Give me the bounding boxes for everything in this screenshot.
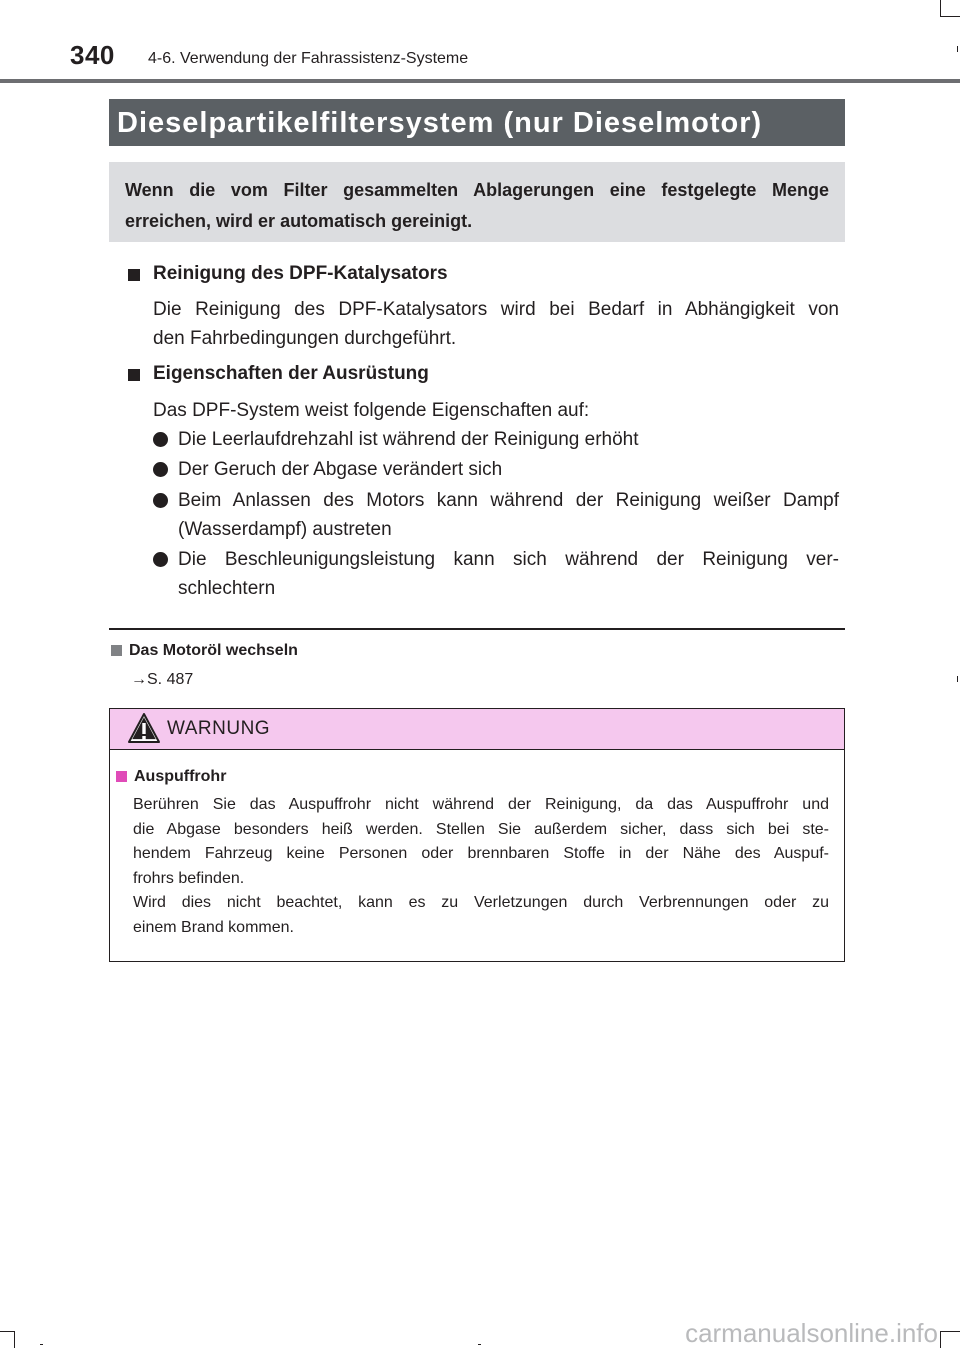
warning-line: die Abgase besonders heiß werden. Stellen Sie außerdem sicher, dass sich bei ste- (133, 820, 829, 838)
crop-mark (940, 1331, 960, 1332)
crop-mark (478, 1344, 481, 1345)
bullet-dot-icon (153, 432, 168, 447)
intro-text: Das DPF-System weist folgende Eigenschaften auf: (153, 400, 590, 421)
warning-label: WARNUNG (167, 718, 271, 739)
square-bullet-icon (111, 645, 122, 656)
heading-equipment-properties: Eigenschaften der Ausrüstung (153, 363, 429, 384)
bullet-dot-icon (153, 493, 168, 508)
crop-mark (940, 1331, 941, 1348)
crop-mark (0, 1331, 14, 1332)
running-header: 4-6. Verwendung der Fahrassistenz-Systeme (148, 50, 469, 67)
section-title: Dieselpartikelfiltersystem (nur Dieselmotor) (117, 107, 763, 139)
warning-line: hendem Fahrzeug keine Personen oder brennbaren Stoffe in der Nähe des Auspuf- (133, 845, 829, 862)
bullet-item: Die Beschleunigungsleistung kann sich während der Reinigung ver- (178, 549, 839, 570)
crop-mark (940, 16, 960, 17)
bullet-dot-icon (153, 462, 168, 477)
crop-mark (40, 1344, 43, 1345)
text-line: den Fahrbedingungen durchgeführt. (153, 328, 457, 349)
watermark: carmanualsonline.info (685, 1318, 938, 1348)
page-number: 340 (70, 40, 115, 70)
bullet-item-continued: (Wasserdampf) austreten (178, 519, 392, 540)
crop-mark (957, 46, 958, 52)
heading-dpf-cleaning: Reinigung des DPF-Katalysators (153, 263, 448, 284)
warning-line: Wird dies nicht beachtet, kann es zu Verletzungen durch Verbrennungen oder zu (133, 894, 829, 911)
crop-mark (957, 676, 958, 682)
crop-mark (940, 0, 941, 16)
bullet-dot-icon (153, 552, 168, 567)
warning-line: Berühren Sie das Auspuffrohr nicht während der Reinigung, da das Auspuffrohr und (133, 796, 829, 813)
crop-mark (14, 1331, 15, 1348)
section-divider (109, 628, 845, 630)
warning-line: frohrs befinden. (133, 869, 245, 887)
bullet-item: Der Geruch der Abgase verändert sich (178, 459, 503, 480)
warning-heading: Auspuffrohr (134, 768, 227, 785)
square-bullet-icon (116, 771, 127, 782)
warning-line: einem Brand kommen. (133, 918, 294, 936)
warning-triangle-icon (127, 712, 161, 744)
bullet-item-continued: schlechtern (178, 578, 276, 599)
square-bullet-icon (128, 269, 140, 281)
text-line: Die Reinigung des DPF-Katalysators wird bei Bedarf in Abhängigkeit von (153, 299, 839, 320)
warning-text (133, 793, 829, 940)
note-heading: Das Motoröl wechseln (129, 642, 298, 659)
summary-text: Wenn die vom Filter gesammelten Ablagerungen eine festgelegte Menge erreichen, wird er automatisch gereinigt. (125, 180, 829, 231)
bullet-item: Die Leerlaufdrehzahl ist während der Reinigung erhöht (178, 429, 639, 450)
page-reference-link[interactable]: →S. 487 (131, 671, 194, 688)
bullet-item: Beim Anlassen des Motors kann während der Reinigung weißer Dampf (178, 490, 839, 511)
square-bullet-icon (128, 369, 140, 381)
header-rule (0, 79, 960, 83)
